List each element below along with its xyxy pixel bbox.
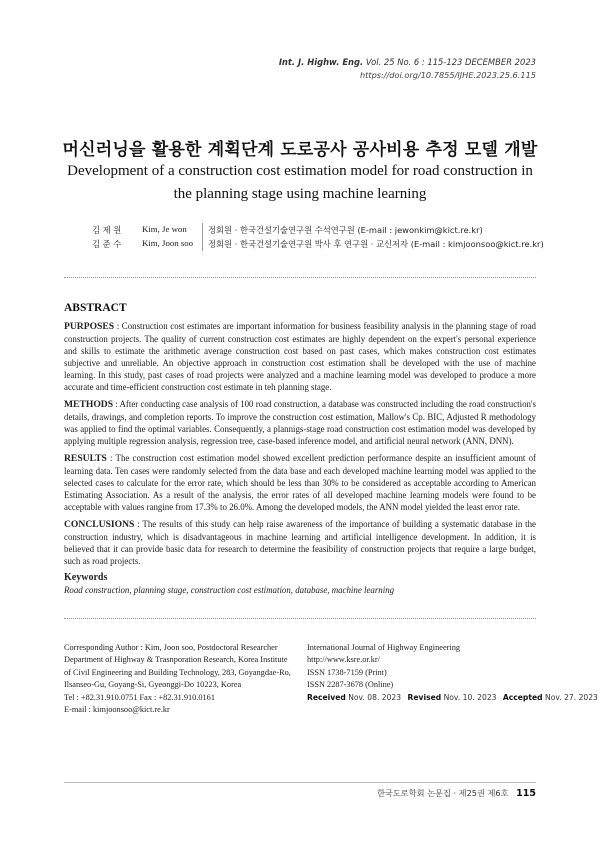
corresponding-author-block: [64, 642, 296, 716]
conclusions-text: : The results of this study can help raise awareness of the importance of building a systematic database in the construction industry, which is disadvantageous in machine learning and artificial intelligence development. In addition, it is believed that it can provide basic data for research to determine the feasibility of construction projects that require a large budget, such as road projects.: [64, 518, 536, 567]
author-name-ko: 김 준 수: [92, 239, 122, 249]
journal-info-block: [307, 642, 598, 704]
methods-paragraph: [64, 398, 536, 447]
journal-abbrev: Int. J. Highw. Eng.: [278, 57, 364, 67]
author-name-en: Kim, Je won: [142, 224, 187, 234]
submission-dates: [307, 692, 598, 704]
keywords-heading: Keywords: [64, 572, 108, 584]
doi-link[interactable]: https://doi.org/10.7855/IJHE.2023.25.6.115: [359, 70, 536, 80]
journal-citation: [279, 57, 536, 67]
abstract-heading: ABSTRACT: [64, 302, 127, 314]
title-english: Development of a construction cost estimation model for road construction in the planning stage using machine learning: [67, 163, 533, 202]
purposes-text: : Construction cost estimates are important information for business feasibility analysis in the planning stage of road construction projects. The quality of current construction cost estimates are highly dependent on the expert's personal experience and skills to estimate the arithmetic average construction cost based on past cases, which makes construction cost estimates subjective and unreliable. An objective approach in construction cost estimation shall be developed with the use of machine learning. In this study, past cases of road projects were analyzed and a machine learning model was developed to produce a more accurate and time-efficient construction cost estimate in teh planning stage.: [64, 321, 536, 393]
author-affiliation: 정회원 · 한국건설기술연구원 수석연구원 (E-mail : jewonkim@kict.re.kr): [208, 225, 483, 235]
dotted-divider: [64, 618, 536, 619]
journal-url[interactable]: http://www.ksre.or.kr/: [307, 655, 380, 665]
accepted-label: Accepted: [502, 692, 543, 702]
accepted-date: Nov. 27. 2023: [545, 692, 598, 702]
corresponding-line: Ilsanseo-Gu, Goyang-Si, Gyeonggi-Do 10223, Korea: [64, 680, 242, 690]
corresponding-line: Department of Highway & Trasnporation Research, Korea Institute: [64, 655, 288, 665]
dotted-divider: [64, 277, 536, 278]
results-paragraph: [64, 452, 536, 513]
author-name-ko: 김 제 원: [92, 225, 122, 235]
revised-label: Revised: [407, 692, 442, 702]
results-label: RESULTS: [64, 452, 107, 464]
issn-print: ISSN 1738-7159 (Print): [307, 667, 387, 677]
corresponding-line: of Civil Engineering and Building Technology, 283, Goyangdae-Ro,: [64, 667, 291, 677]
purposes-paragraph: [64, 320, 536, 394]
author-name-en: Kim, Joon soo: [142, 238, 194, 248]
footer-rule: [64, 782, 536, 783]
corresponding-email[interactable]: E-mail : kimjoonsoo@kict.re.kr: [64, 705, 170, 715]
abstract-body: [64, 320, 536, 596]
methods-text: : After conducting case analysis of 100 road construction, a database was constructed including the road construction's details, drawings, and completion reports. To improve the construction cost estimation, Mallow's Cp. BIC, Adjusted R methodology was applied to find the optimal variables. Consequently, a plannigs-stage road construction cost estimation model was developed by applying multiple regression analysis, regression tree, case-based inference model, and artificial neural network (ANN, DNN).: [64, 399, 536, 447]
title-korean: 머신러닝을 활용한 계획단계 도로공사 공사비용 추정 모델 개발: [62, 140, 538, 160]
volume-issue: Vol. 25 No. 6 : 115-123 DECEMBER 2023: [365, 57, 536, 67]
corresponding-line: Corresponding Author : Kim, Joon soo, Postdoctoral Researcher: [64, 643, 278, 652]
purposes-label: PURPOSES: [64, 321, 115, 332]
revised-date: Nov. 10. 2023: [443, 692, 497, 702]
keywords-text: Road construction, planning stage, construction cost estimation, database, machine learning: [64, 585, 395, 596]
conclusions-paragraph: [64, 518, 536, 567]
journal-name: International Journal of Highway Engineering: [307, 643, 460, 652]
page-number: 115: [516, 788, 536, 799]
results-text: : The construction cost estimation model showed excellent prediction performance despite an insufficient amount of learning data. Ten cases were randomly selected from the data base and each developed machine learning model was applied to the selected cases to calculate for the error rate, which should be less than 30% to be considered as acceptable according to American Estimating Association. As a result of the analysis, the error rates of all developed machine learning models were found to be acceptable with values rangine from 17.3% to 26.0%. Among the developed models, the ANN model yielded the least error rate.: [64, 452, 536, 513]
corresponding-line: Tel : +82.31.910.0751 Fax : +82.31.910.0161: [64, 692, 215, 702]
received-label: Received: [307, 692, 346, 702]
issn-online: ISSN 2287-3678 (Online): [307, 680, 394, 690]
received-date: Nov. 08. 2023: [348, 692, 402, 702]
conclusions-label: CONCLUSIONS: [64, 518, 135, 530]
author-affiliation: 정회원 · 한국건설기술연구원 박사 후 연구원 · 교신저자 (E-mail : kimjoonsoo@kict.re.kr): [208, 239, 544, 249]
page-footer: [377, 788, 536, 799]
footer-journal-ko: 한국도로학회 논문집 · 제25권 제6호: [377, 788, 509, 798]
author-divider: [202, 223, 203, 251]
methods-label: METHODS: [64, 399, 114, 411]
